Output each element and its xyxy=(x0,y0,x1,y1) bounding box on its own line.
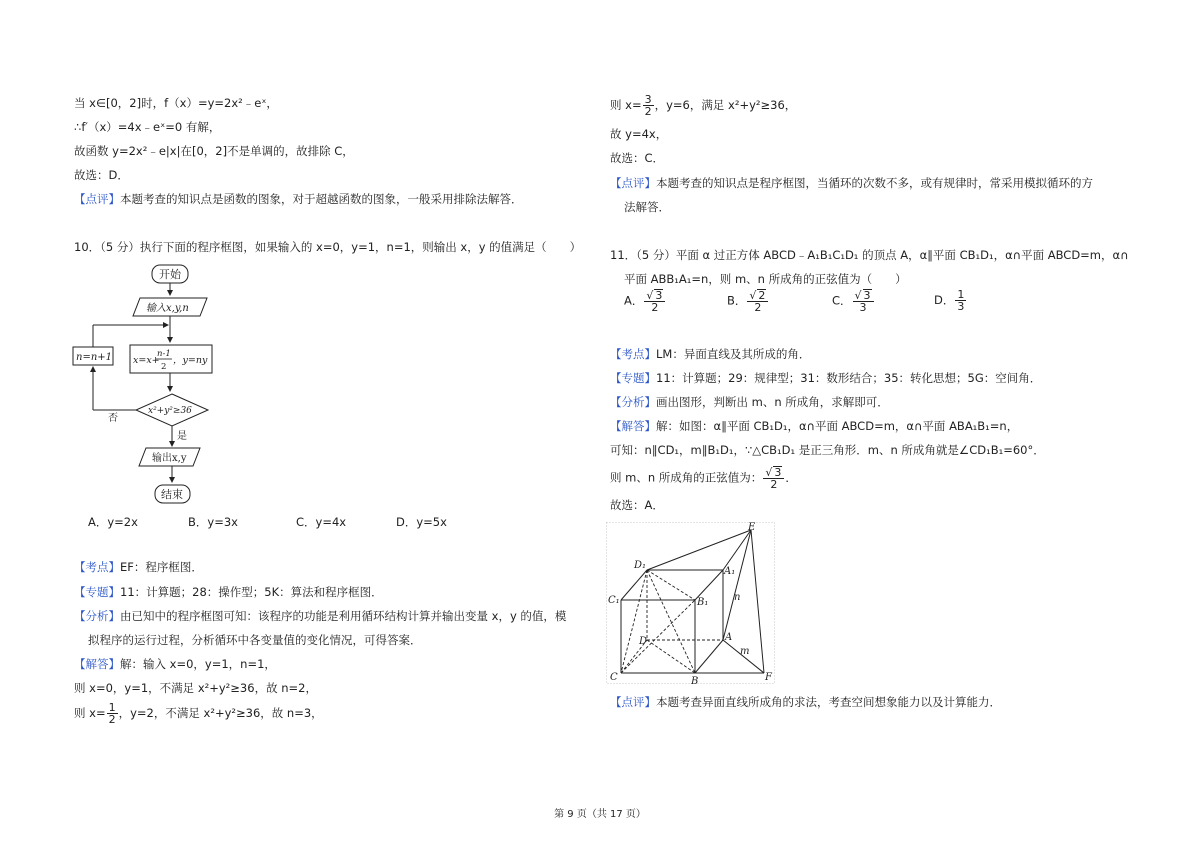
label-b: B xyxy=(691,676,699,686)
step-text: 则 m、n 所成角的正弦值为： xyxy=(610,470,763,485)
label-a1: A₁ xyxy=(724,566,736,577)
flow-input: 输入x,y,n xyxy=(146,303,189,314)
comment-text: 本题考查异面直线所成角的求法，考查空间想象能力以及计算能力． xyxy=(656,695,1001,709)
fenxi-line xyxy=(74,608,566,624)
question-11-line-2: 平面 ABB₁A₁=n，则 m、n 所成角的正弦值为（ ） xyxy=(624,272,907,286)
fraction xyxy=(644,289,665,313)
fraction-den: 2 xyxy=(644,105,652,118)
choice-d: D．y=5x xyxy=(396,515,447,529)
text-line: ∴f′（x）=4x﹣eˣ=0 有解， xyxy=(74,120,221,134)
choice-b: B．y=3x xyxy=(188,515,238,529)
kaodian-tag: 【考点】 xyxy=(74,560,120,574)
comment-text: 本题考查的知识点是函数的图象，对于超越函数的图象，一般采用排除法解答． xyxy=(120,192,523,206)
text-line: 故选：D． xyxy=(74,168,129,182)
label-e: E xyxy=(748,522,756,533)
question-11: 11．（5 分）平面 α 过正方体 ABCD﹣A₁B₁C₁D₁ 的顶点 A，α∥平面 CB₁D₁，α∩平面 ABCD=m，α∩ xyxy=(610,248,1129,262)
fraction-num: 1 xyxy=(108,701,116,714)
zhuanti-line xyxy=(74,584,383,600)
flow-update: n=n+1 xyxy=(76,352,113,363)
fenxi-text: 由已知中的程序框图可知：该程序的功能是利用循环结构计算并输出变量 x，y 的值，模 xyxy=(120,609,567,623)
choice-c xyxy=(832,289,875,313)
flowchart xyxy=(60,258,240,508)
fraction-num: 3 xyxy=(644,93,652,106)
fraction-num: √ 2 xyxy=(747,289,768,302)
jieda-text: 解：输入 x=0，y=1，n=1， xyxy=(120,657,276,671)
choice-label: C． xyxy=(832,293,852,308)
step-line-frac xyxy=(74,702,323,725)
comment-tag: 【点评】 xyxy=(74,192,120,206)
jieda-line xyxy=(610,418,1018,434)
text-line: 当 x∈[0，2]时，f（x）=y=2x²﹣eˣ， xyxy=(74,96,278,110)
zhuanti-tag: 【专题】 xyxy=(610,371,656,385)
text-line: 故函数 y=2x²﹣e|x|在[0，2]不是单调的，故排除 C， xyxy=(74,144,354,158)
text-line: 故选：A． xyxy=(610,498,664,512)
fraction xyxy=(955,289,966,312)
choice-a: A．y=2x xyxy=(88,515,138,529)
radicand: 2 xyxy=(758,289,766,302)
kaodian-line xyxy=(610,346,810,362)
label-c: C xyxy=(610,672,618,683)
fraction xyxy=(853,289,874,313)
fraction-num: 1 xyxy=(957,288,965,301)
step-text: ，y=6，满足 x²+y²≥36， xyxy=(654,98,797,112)
flow-cond: x²+y²≥36 xyxy=(148,406,192,416)
jieda-text: 解：如图：α∥平面 CB₁D₁，α∩平面 ABCD=m，α∩平面 ABA₁B₁=n， xyxy=(656,419,1019,433)
step-text: 则 x= xyxy=(610,98,642,112)
flow-assign-num: n-1 xyxy=(157,349,171,359)
radicand: 3 xyxy=(774,466,782,479)
comment-tag: 【点评】 xyxy=(610,695,656,709)
comment-tag: 【点评】 xyxy=(610,176,656,190)
label-b1: B₁ xyxy=(697,597,709,608)
step-text: 则 x= xyxy=(74,706,106,720)
step-text: ． xyxy=(785,470,797,485)
flow-assign-den: 2 xyxy=(161,362,167,372)
page-footer: 第 9 页（共 17 页） xyxy=(554,809,646,820)
step-line: 则 x=0，y=1，不满足 x²+y²≥36，故 n=2， xyxy=(74,681,317,695)
fenxi-tag: 【分析】 xyxy=(610,395,656,409)
fraction xyxy=(763,466,784,490)
kaodian-text: EF：程序框图． xyxy=(120,560,203,574)
comment-text: 本题考查的知识点是程序框图，当循环的次数不多，或有规律时，常采用模拟循环的方 xyxy=(656,176,1093,190)
jieda-tag: 【解答】 xyxy=(74,657,120,671)
kaodian-text: LM：异面直线及其所成的角． xyxy=(656,347,811,361)
label-n: n xyxy=(734,592,741,603)
fraction-num: √ 3 xyxy=(853,289,874,302)
comment-line xyxy=(610,694,1001,710)
choice-label: A． xyxy=(624,293,644,308)
label-m: m xyxy=(740,646,750,657)
choice-d xyxy=(934,289,967,312)
choice-b xyxy=(727,289,769,313)
cube-figure xyxy=(606,520,778,686)
text-line: 故选：C． xyxy=(610,151,665,165)
question-10: 10．（5 分）执行下面的程序框图，如果输入的 x=0，y=1，n=1，则输出 x，y 的值满足（ ） xyxy=(74,240,582,254)
label-c1: C₁ xyxy=(608,595,620,606)
zhuanti-line xyxy=(610,370,1041,386)
flow-no: 否 xyxy=(108,413,118,424)
fraction xyxy=(747,289,768,313)
fenxi-line xyxy=(610,394,889,410)
text-line: 故 y=4x， xyxy=(610,127,668,141)
fraction-den: 2 xyxy=(108,713,116,726)
fraction-den: 2 xyxy=(651,301,659,314)
radicand: 3 xyxy=(863,289,871,302)
label-a: A xyxy=(725,632,733,643)
kaodian-tag: 【考点】 xyxy=(610,347,656,361)
label-f: F xyxy=(765,672,772,683)
radicand: 3 xyxy=(655,289,663,302)
flow-output: 输出x,y xyxy=(152,453,187,464)
fraction-num: √ 3 xyxy=(763,466,784,479)
jieda-line xyxy=(74,656,276,672)
fraction-num: √ 3 xyxy=(644,289,665,302)
choice-label: B． xyxy=(727,293,747,308)
comment-line xyxy=(610,175,1093,191)
label-d: D xyxy=(639,636,648,647)
zhuanti-text: 11：计算题；28：操作型；5K：算法和程序框图． xyxy=(120,585,383,599)
step-line-frac xyxy=(610,466,797,490)
choice-label: D． xyxy=(934,293,955,307)
step-text: ，y=2，不满足 x²+y²≥36，故 n=3， xyxy=(118,706,323,720)
fraction-den: 2 xyxy=(754,301,762,314)
jieda-tag: 【解答】 xyxy=(610,419,656,433)
fraction-den: 3 xyxy=(859,301,867,314)
kaodian-line xyxy=(74,559,203,575)
fenxi-tag: 【分析】 xyxy=(74,609,120,623)
fraction-den: 3 xyxy=(957,300,965,313)
choice-a xyxy=(624,289,666,313)
flow-start: 开始 xyxy=(159,268,181,281)
choice-c: C．y=4x xyxy=(296,515,347,529)
label-d1: D₁ xyxy=(634,560,647,571)
flow-assign-a: x=x+ xyxy=(133,355,160,366)
flow-end: 结束 xyxy=(161,488,183,501)
zhuanti-text: 11：计算题；29：规律型；31：数形结合；35：转化思想；5G：空间角． xyxy=(656,371,1042,385)
comment-line xyxy=(74,191,523,207)
flow-assign-b: ，y=ny xyxy=(173,355,208,366)
fenxi-line-2: 拟程序的运行过程，分析循环中各变量值的变化情况，可得答案． xyxy=(88,633,422,647)
fraction-den: 2 xyxy=(770,478,778,491)
flow-yes: 是 xyxy=(177,431,187,442)
fraction xyxy=(107,702,118,725)
comment-line-2: 法解答． xyxy=(624,200,670,214)
step-line: 可知：n∥CD₁，m∥B₁D₁，∵△CB₁D₁ 是正三角形．m、n 所成角就是∠CD₁B₁=60°． xyxy=(610,443,1045,457)
step-line-frac xyxy=(610,94,796,117)
fenxi-text: 画出图形，判断出 m、n 所成角，求解即可． xyxy=(656,395,889,409)
fraction xyxy=(643,94,654,117)
zhuanti-tag: 【专题】 xyxy=(74,585,120,599)
